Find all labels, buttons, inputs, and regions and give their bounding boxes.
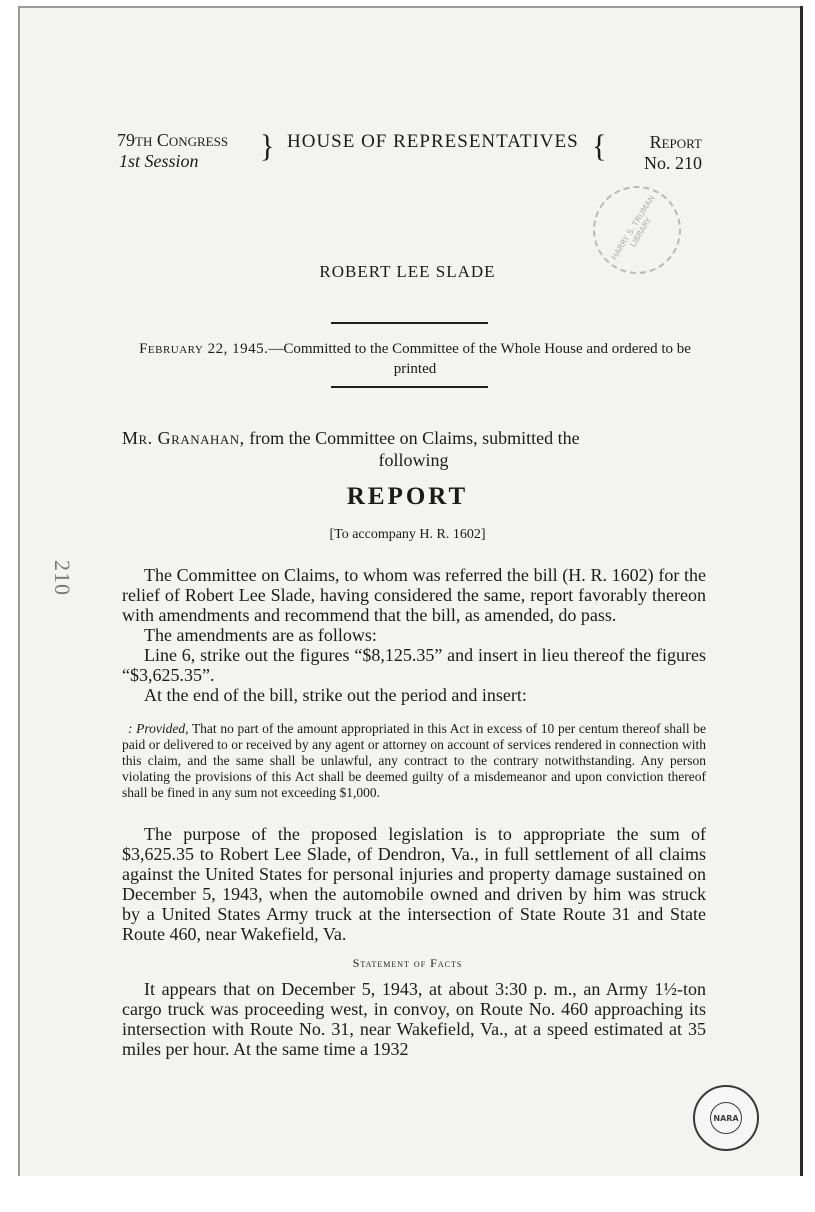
- paragraph: The Committee on Claims, to whom was referred the bill (H. R. 1602) for the relief of Robert Lee Slade, having considered the same, report favorably thereon with amendments and recommend that the bill, as amended, do pass.: [122, 565, 706, 625]
- submitted-by: [122, 427, 705, 471]
- proviso-lead: : Provided,: [128, 721, 189, 736]
- divider: [331, 322, 488, 324]
- chamber-heading: HOUSE OF REPRESENTATIVES: [287, 131, 579, 152]
- congress-label: 79th Congress: [117, 130, 229, 150]
- body-text-2: [122, 824, 706, 944]
- paragraph: Line 6, strike out the figures “$8,125.35” and insert in lieu thereof the figures “$3,625.35”.: [122, 645, 706, 685]
- committed-text: —Committed to the Committee of the Whole House and ordered to be printed: [268, 341, 691, 377]
- proviso: [122, 721, 706, 801]
- nara-stamp-icon: [693, 1085, 759, 1151]
- accompany-note: [To accompany H. R. 1602]: [329, 527, 486, 542]
- submitted-text: from the Committee on Claims, submitted the: [249, 428, 580, 448]
- library-stamp-text: HARRY S. TRUMAN LIBRARY: [609, 193, 657, 262]
- proviso-text: That no part of the amount appropriated in this Act in excess of 10 per centum thereof shall be paid or delivered to or received by any agent or attorney on account of services rendered in connection with this claim, and the same shall be unlawful, any contract to the contrary notwithstanding. Any person violating the provisions of this Act shall be deemed guilty of a misdemeanor and upon conviction thereof shall be fined in any sum not exceeding $1,000.: [122, 721, 706, 800]
- divider: [331, 386, 488, 388]
- paragraph: It appears that on December 5, 1943, at about 3:30 p. m., an Army 1½-ton cargo truck was proceeding west, in convoy, on Route No. 460 approaching its intersection with Route No. 31, near Wakefield, Va., at a speed estimated at 35 miles per hour. At the same time a 1932: [122, 979, 706, 1059]
- body-text-3: [122, 979, 706, 1059]
- committed-note: [125, 339, 705, 379]
- body-text-1: [122, 565, 706, 705]
- congress-session: [117, 130, 267, 172]
- session-label: 1st Session: [119, 151, 199, 171]
- report-label: Report: [649, 132, 702, 152]
- handwritten-mark: 210: [50, 560, 75, 596]
- page-title: ROBERT LEE SLADE: [319, 262, 496, 281]
- paragraph: The amendments are as follows:: [144, 625, 377, 645]
- proviso-block: [122, 721, 706, 801]
- section-heading: Statement of Facts: [352, 956, 463, 970]
- brace-icon: }: [260, 129, 275, 164]
- paragraph: The purpose of the proposed legislation is to appropriate the sum of $3,625.35 to Robert Lee Slade, of Dendron, Va., in full settlement of all claims against the United States for personal injuries and property damage sustained on December 5, 1943, when the automobile owned and driven by him was struck by a United States Army truck at the intersection of State Route 31 and State Route 460, near Wakefield, Va.: [122, 824, 706, 944]
- report-number: No. 210: [644, 153, 702, 173]
- report-heading: REPORT: [346, 483, 469, 510]
- committed-date: February 22, 1945.: [139, 341, 269, 357]
- paragraph: At the end of the bill, strike out the period and insert:: [144, 685, 527, 705]
- submitted-text-cont: following: [378, 450, 449, 470]
- member-name: Mr. Granahan,: [122, 428, 245, 448]
- brace-icon: {: [592, 129, 607, 164]
- nara-stamp-label: NARA: [710, 1102, 742, 1134]
- report-number-block: [622, 132, 702, 174]
